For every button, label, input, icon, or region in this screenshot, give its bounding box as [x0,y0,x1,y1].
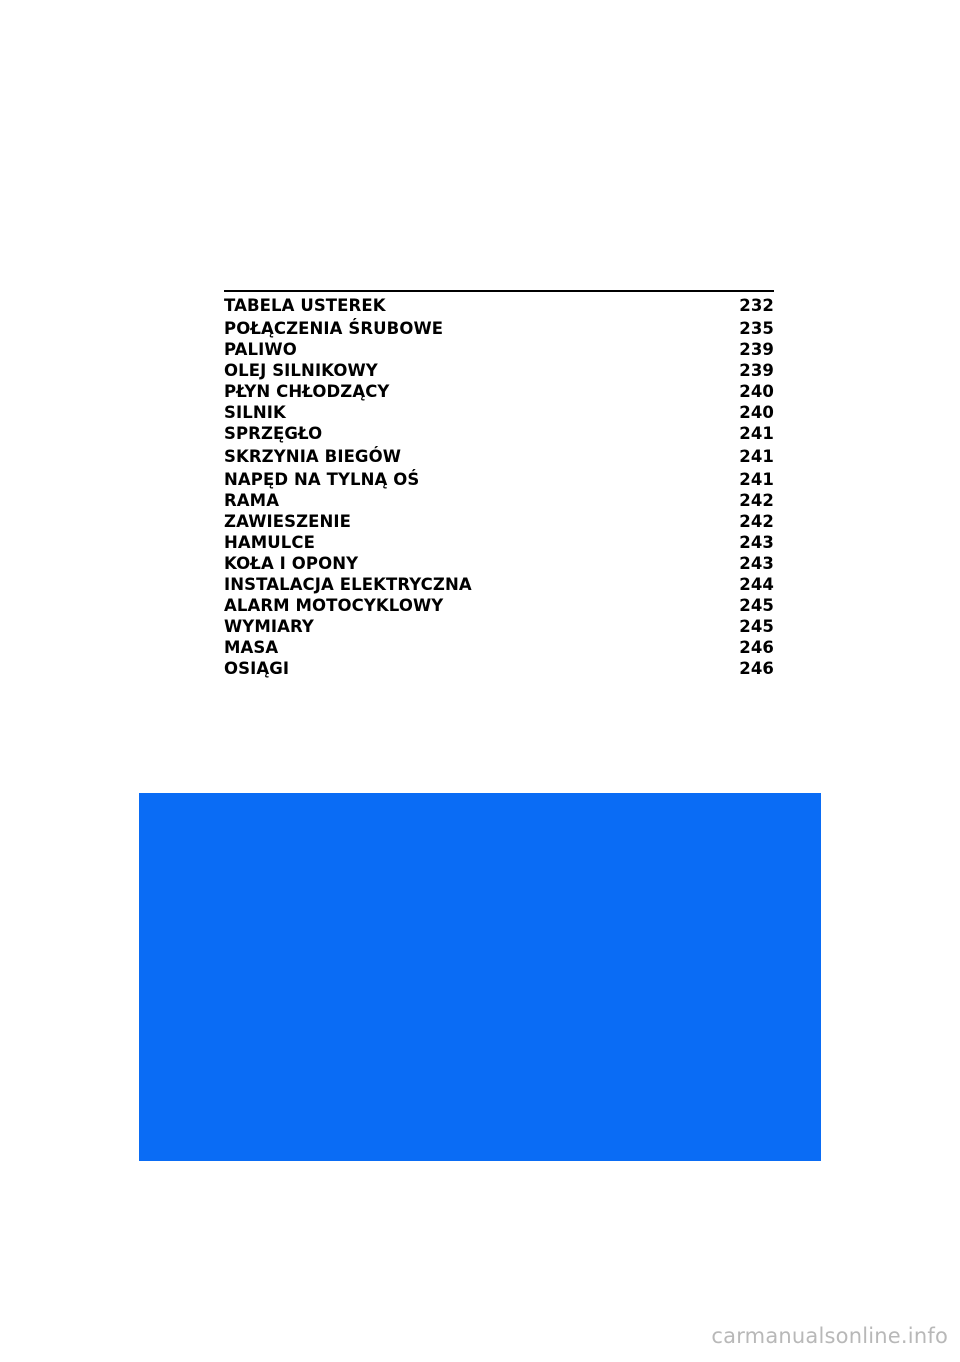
toc-entry-title: PŁYN CHŁODZĄCY [224,382,390,401]
toc-entry[interactable] [224,553,774,574]
toc-entry[interactable] [224,360,774,381]
chapter-color-panel [139,793,821,1161]
toc-entry-title: ALARM MOTOCYKLOWY [224,596,444,615]
toc-entry[interactable] [224,490,774,511]
toc-entry-page: 246 [739,659,774,678]
toc-entry-title: RAMA [224,491,280,510]
toc-entry-page: 245 [739,596,774,615]
toc-entry[interactable] [224,637,774,658]
toc-entry[interactable] [224,469,774,490]
toc-entry[interactable] [224,511,774,532]
toc-entry[interactable] [224,295,774,316]
toc-entry-page: 241 [739,447,774,466]
toc-entry-title: SPRZĘGŁO [224,424,323,443]
toc-entry-page: 240 [739,403,774,422]
toc-entry-title: POŁĄCZENIA ŚRUBOWE [224,319,444,338]
toc-entry[interactable] [224,616,774,637]
toc-entry[interactable] [224,381,774,402]
toc-entry-title: SILNIK [224,403,286,422]
toc-entry[interactable] [224,318,774,339]
toc-entry[interactable] [224,423,774,444]
toc-entry[interactable] [224,595,774,616]
toc-entry-title: KOŁA I OPONY [224,554,359,573]
table-of-contents [224,295,774,679]
toc-entry-page: 245 [739,617,774,636]
toc-entry-title: WYMIARY [224,617,314,636]
toc-entry-page: 246 [739,638,774,657]
toc-entry-page: 243 [739,554,774,573]
toc-top-rule [224,290,774,292]
toc-entry-title: MASA [224,638,279,657]
toc-entry-title: OLEJ SILNIKOWY [224,361,378,380]
toc-entry[interactable] [224,446,774,467]
toc-entry-page: 243 [739,533,774,552]
toc-entry-title: NAPĘD NA TYLNĄ OŚ [224,470,420,489]
toc-entry[interactable] [224,532,774,553]
toc-entry[interactable] [224,402,774,423]
toc-entry-page: 241 [739,470,774,489]
toc-entry-page: 244 [739,575,774,594]
toc-entry[interactable] [224,658,774,679]
toc-entry-page: 239 [739,361,774,380]
toc-entry-title: SKRZYNIA BIEGÓW [224,447,402,466]
watermark: carmanualsonline.info [711,1324,948,1348]
toc-entry-title: OSIĄGI [224,659,290,678]
toc-entry[interactable] [224,574,774,595]
toc-entry-page: 240 [739,382,774,401]
toc-entry-page: 241 [739,424,774,443]
toc-entry-title: ZAWIESZENIE [224,512,352,531]
toc-entry-title: HAMULCE [224,533,315,552]
toc-entry-page: 232 [739,296,774,315]
toc-entry-page: 239 [739,340,774,359]
toc-entry-title: INSTALACJA ELEKTRYCZNA [224,575,472,594]
toc-entry-page: 242 [739,491,774,510]
toc-entry-page: 235 [739,319,774,338]
toc-entry-title: PALIWO [224,340,297,359]
toc-entry[interactable] [224,339,774,360]
toc-entry-title: TABELA USTEREK [224,296,386,315]
toc-entry-page: 242 [739,512,774,531]
